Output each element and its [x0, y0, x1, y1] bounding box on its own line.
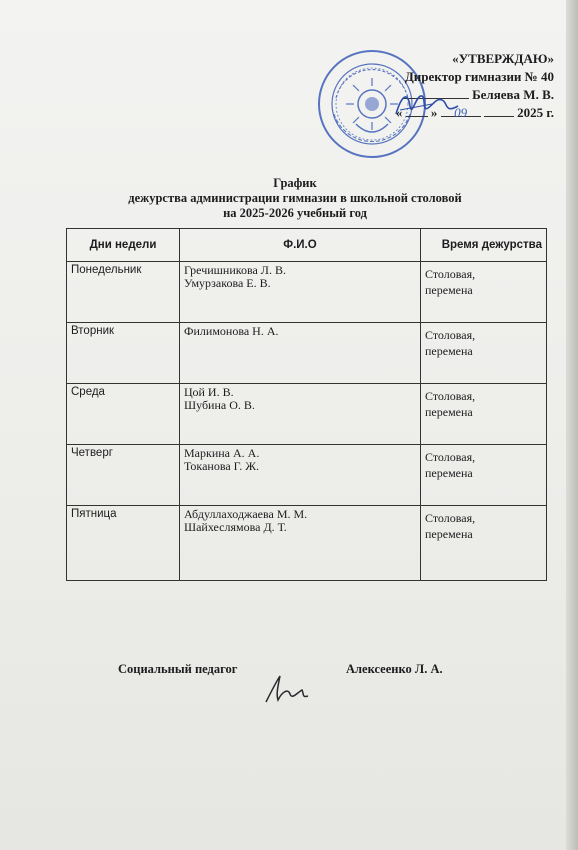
- time-place: Столовая,: [425, 389, 476, 403]
- approval-name: Беляева М. В.: [472, 87, 554, 102]
- row-names: [180, 323, 421, 384]
- time-place: Столовая,: [425, 511, 476, 525]
- row-day: Среда: [67, 384, 180, 445]
- title-line-1: График: [273, 176, 317, 190]
- person-name: Маркина А. А.: [184, 446, 260, 460]
- title-line-2: дежурства администрации гимназии в школьной столовой: [128, 191, 462, 205]
- director-signature: [392, 84, 462, 124]
- footer-role: Социальный педагог: [118, 662, 238, 676]
- table-header-row: [67, 229, 547, 262]
- row-names: [180, 384, 421, 445]
- person-name: Цой И. В.: [184, 385, 234, 399]
- year-blank: [484, 104, 514, 117]
- approval-position: Директор гимназии № 40: [404, 69, 554, 84]
- person-name: Токанова Г. Ж.: [184, 459, 259, 473]
- table-row: [67, 384, 547, 445]
- time-period: перемена: [425, 527, 473, 541]
- document-title: [60, 176, 530, 221]
- date-month: 09: [441, 104, 481, 117]
- table-row: [67, 506, 547, 581]
- header-days: Дни недели: [67, 229, 180, 262]
- person-name: Филимонова Н. А.: [184, 324, 279, 338]
- row-time: [421, 384, 547, 445]
- approval-header: «УТВЕРЖДАЮ»: [452, 51, 554, 66]
- row-time: [421, 262, 547, 323]
- row-day: Пятница: [67, 506, 180, 581]
- row-time: [421, 323, 547, 384]
- date-open: «: [395, 105, 403, 120]
- time-period: перемена: [425, 405, 473, 419]
- table-row: [67, 445, 547, 506]
- table-row: [67, 323, 547, 384]
- row-day: Понедельник: [67, 262, 180, 323]
- person-name: Гречишникова Л. В.: [184, 263, 286, 277]
- page-edge: [566, 0, 578, 850]
- time-place: Столовая,: [425, 267, 476, 281]
- title-line-3: на 2025-2026 учебный год: [223, 206, 367, 220]
- time-period: перемена: [425, 344, 473, 358]
- person-name: Шайхеслямова Д. Т.: [184, 520, 287, 534]
- time-place: Столовая,: [425, 328, 476, 342]
- footer-name: Алексеенко Л. А.: [346, 662, 443, 676]
- header-names: Ф.И.О: [180, 229, 421, 262]
- date-close: »: [430, 105, 438, 120]
- person-name: Умурзакова Е. В.: [184, 276, 271, 290]
- header-time: Время дежурства: [421, 229, 547, 262]
- table-row: [67, 262, 547, 323]
- person-name: Абдуллаходжаева М. М.: [184, 507, 308, 521]
- row-names: [180, 506, 421, 581]
- row-day: Четверг: [67, 445, 180, 506]
- duty-schedule-table: [66, 228, 547, 581]
- date-year: 2025 г.: [517, 105, 554, 120]
- time-period: перемена: [425, 466, 473, 480]
- row-time: [421, 445, 547, 506]
- row-day: Вторник: [67, 323, 180, 384]
- time-place: Столовая,: [425, 450, 476, 464]
- time-period: перемена: [425, 283, 473, 297]
- row-time: [421, 506, 547, 581]
- row-names: [180, 445, 421, 506]
- pedagogue-signature: [262, 672, 312, 706]
- person-name: Шубина О. В.: [184, 398, 255, 412]
- row-names: [180, 262, 421, 323]
